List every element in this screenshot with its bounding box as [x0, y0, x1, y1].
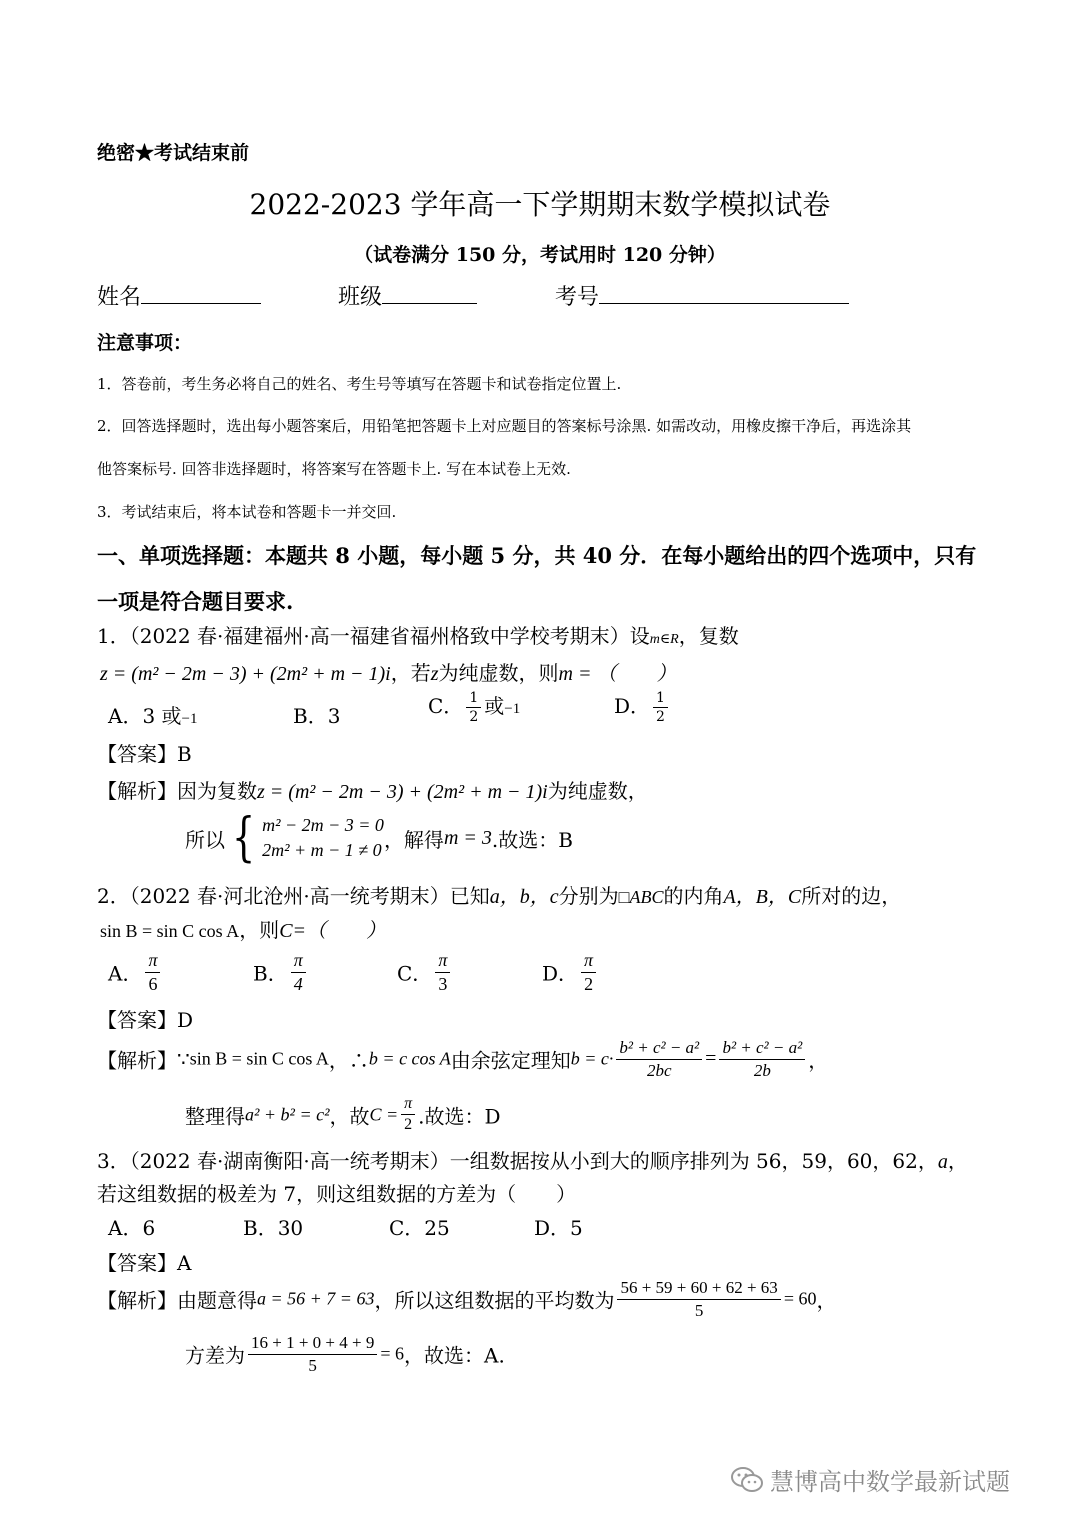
q1-stem-text: ，复数 — [678, 624, 739, 648]
option-label: C． — [397, 961, 433, 986]
therefore-symbol: ，∴ — [328, 1048, 369, 1073]
frac-den: 2bc — [646, 1060, 672, 1080]
q2-text: ，则 — [239, 918, 280, 942]
option-label: D． — [542, 961, 579, 986]
q3-analysis-line1 — [97, 1278, 836, 1320]
name-blank[interactable] — [141, 281, 261, 304]
analysis-text: ，所以这组数据的平均数为 — [374, 1288, 615, 1313]
analysis-text: 整理得 — [185, 1104, 245, 1129]
q2-equation: sin B = sin C cos A — [100, 921, 240, 941]
frac-num: 16 + 1 + 0 + 4 + 9 — [248, 1333, 377, 1355]
number-label: 考号 — [555, 285, 600, 310]
triangle-symbol: □ABC — [618, 887, 664, 907]
note-item: 3．考试结束后，将本试卷和答题卡一并交回. — [97, 503, 397, 521]
note-item: 1．答卷前，考生务必将自己的姓名、考生号等填写在答题卡和试卷指定位置上. — [97, 375, 622, 393]
q1-source: 1．（2022 春·福建福州·高一福建省福州格致中学校考期末）设 — [97, 624, 650, 648]
option-label: C． — [428, 694, 464, 719]
q2-vars: A，B，C — [723, 886, 802, 908]
q2-option-c[interactable] — [397, 950, 453, 994]
system-eq: 2m² + m − 1 ≠ 0 — [262, 840, 382, 860]
q2-vars: a，b，c — [489, 886, 559, 908]
frac-num: b² + c² − a² — [616, 1038, 702, 1060]
q1-var-z: z — [430, 663, 439, 685]
q2-analysis-line1 — [97, 1038, 828, 1080]
option-text: 或 — [484, 694, 505, 719]
q1-option-a[interactable] — [108, 700, 198, 729]
q2-text: 的内角 — [663, 884, 724, 908]
q1-stem-line2 — [100, 657, 676, 686]
number-field — [555, 280, 849, 311]
option-label: D． — [614, 694, 651, 719]
q2-option-a[interactable] — [108, 950, 163, 994]
notes-heading: 注意事项： — [97, 332, 193, 354]
frac-num: 1 — [653, 690, 668, 708]
q2-option-b[interactable] — [253, 950, 309, 994]
q3-stem-line1 — [97, 1145, 968, 1174]
q1-answer: 【答案】B — [97, 742, 192, 766]
q2-answer: 【答案】D — [97, 1008, 194, 1032]
q2-analysis-line2 — [185, 1095, 501, 1135]
class-label: 班级 — [338, 285, 383, 310]
analysis-math: = 60 — [783, 1288, 817, 1309]
frac-den: 6 — [148, 973, 158, 994]
frac-num: π — [291, 950, 306, 973]
q3-option-c[interactable]: C．25 — [389, 1216, 450, 1240]
q1-stem-text: 为纯虚数，则 — [438, 661, 559, 685]
analysis-text: 所以 — [185, 827, 225, 852]
watermark — [730, 1462, 1010, 1497]
page-title: 2022-2023 学年高一下学期期末数学模拟试卷 — [249, 188, 831, 221]
q2-text: 所对的边， — [801, 884, 902, 908]
frac-num: b² + c² − a² — [719, 1038, 805, 1060]
q1-option-d[interactable] — [614, 690, 671, 725]
q3-var-a: a — [937, 1151, 948, 1173]
name-field — [97, 280, 261, 311]
frac-num: 1 — [466, 690, 481, 708]
frac-den: 5 — [308, 1355, 317, 1375]
note-item: 2．回答选择题时，选出每小题答案后，用铅笔把答题卡上对应题目的答案标号涂黑. 如需改动，用橡皮擦干净后，再选涂其 — [97, 417, 912, 435]
q3-source: 3．（2022 春·湖南衡阳·高一统考期末）一组数据按从小到大的顺序排列为 56，59，60，62， — [97, 1149, 938, 1173]
frac-den: 2 — [584, 973, 594, 994]
analysis-math: = 6 — [380, 1343, 405, 1364]
analysis-text: .故选：B — [491, 827, 573, 852]
analysis-math: a = 56 + 7 = 63 — [257, 1288, 375, 1309]
left-brace-icon: { — [231, 808, 256, 868]
analysis-math: b = c cos A — [368, 1048, 451, 1069]
analysis-text: 因为复数 — [177, 779, 257, 803]
analysis-text: .故选：D — [418, 1104, 501, 1129]
frac-num: π — [435, 950, 450, 973]
q3-text: ， — [947, 1149, 968, 1173]
q2-stem-line1 — [97, 880, 901, 909]
frac-num: 56 + 59 + 60 + 62 + 63 — [617, 1278, 780, 1300]
analysis-text: 由余弦定理知 — [450, 1048, 571, 1073]
q1-analysis-line2 — [185, 808, 573, 868]
secret-label: 绝密★考试结束前 — [97, 142, 250, 164]
q1-condition: m∈R — [649, 632, 679, 647]
frac-den: 3 — [438, 973, 448, 994]
q3-option-d[interactable]: D．5 — [534, 1216, 583, 1240]
frac-den: 5 — [694, 1300, 704, 1320]
note-item: 他答案标号. 回答非选择题时，将答案写在答题卡上. 写在本试卷上无效. — [97, 460, 571, 478]
equation-system — [185, 808, 573, 868]
analysis-math: b = c· — [570, 1048, 614, 1069]
q1-analysis-line1 — [97, 775, 648, 804]
analysis-text: ， — [816, 1288, 837, 1313]
analysis-text: ，解得 — [383, 827, 444, 852]
page-subtitle: （试卷满分 150 分，考试用时 120 分钟） — [354, 244, 726, 266]
number-blank[interactable] — [599, 281, 849, 304]
q1-option-b[interactable]: B．3 — [293, 704, 341, 728]
q3-answer: 【答案】A — [97, 1251, 192, 1275]
class-field — [338, 280, 477, 311]
analysis-text: 方差为 — [185, 1343, 245, 1368]
q2-text: 分别为 — [558, 884, 619, 908]
analysis-math: m = 3 — [443, 826, 492, 849]
q1-stem-text: ，若 — [390, 661, 431, 685]
analysis-label: 【解析】 — [97, 1048, 177, 1073]
option-value: −1 — [504, 701, 521, 718]
analysis-text: ，故 — [329, 1104, 370, 1129]
q2-stem-line2 — [100, 914, 386, 943]
equals-sign: = — [705, 1047, 717, 1070]
option-label: B． — [253, 961, 288, 986]
q2-ask: C=（ ） — [279, 920, 387, 942]
analysis-text: ， — [808, 1048, 829, 1073]
q3-analysis-line2 — [185, 1333, 505, 1375]
q3-stem-line2: 若这组数据的极差为 7，则这组数据的方差为（ ） — [97, 1182, 577, 1206]
analysis-label: 【解析】 — [97, 1288, 177, 1313]
q1-ask: m = （ ） — [558, 663, 677, 685]
q3-option-a[interactable]: A．6 — [108, 1216, 156, 1240]
frac-num: π — [401, 1095, 415, 1115]
wechat-icon — [730, 1465, 764, 1495]
option-label: A．3 或 — [108, 704, 182, 728]
option-label: A． — [108, 961, 143, 986]
analysis-text: ，故选：A. — [404, 1343, 505, 1368]
system-eq: m² − 2m − 3 = 0 — [262, 814, 384, 835]
frac-den: 4 — [293, 973, 303, 994]
analysis-math: C = — [369, 1104, 399, 1125]
frac-den: 2 — [404, 1116, 413, 1134]
q1-option-c[interactable] — [428, 690, 520, 725]
frac-num: π — [581, 950, 596, 973]
frac-den: 2 — [656, 709, 665, 726]
q1-expression: z = (m² − 2m − 3) + (2m² + m − 1)i — [100, 663, 391, 685]
section-heading-line1: 一、单项选择题：本题共 8 小题，每小题 5 分，共 40 分．在每小题给出的四个选项中，只有 — [97, 543, 977, 568]
section-heading-line2: 一项是符合题目要求. — [97, 589, 294, 614]
q1-expression: z = (m² − 2m − 3) + (2m² + m − 1)i — [257, 781, 548, 803]
q2-option-d[interactable] — [542, 950, 599, 994]
because-symbol: ∵ — [177, 1047, 190, 1072]
analysis-label: 【解析】 — [97, 779, 177, 803]
q2-source: 2．（2022 春·河北沧州·高一统考期末）已知 — [97, 884, 490, 908]
name-label: 姓名 — [97, 285, 142, 310]
frac-den: 2 — [469, 709, 479, 726]
frac-den: 2b — [753, 1060, 771, 1080]
analysis-math: a² + b² = c² — [245, 1104, 330, 1125]
analysis-text: 为纯虚数， — [547, 779, 648, 803]
q3-option-b[interactable]: B．30 — [243, 1216, 304, 1240]
watermark-text: 慧博高中数学最新试题 — [770, 1468, 1010, 1496]
class-blank[interactable] — [382, 281, 477, 304]
q1-stem-line1 — [97, 620, 739, 649]
option-value: −1 — [181, 711, 198, 727]
analysis-math: sin B = sin C cos A — [189, 1048, 329, 1069]
frac-num: π — [145, 950, 160, 973]
analysis-text: 由题意得 — [177, 1288, 257, 1313]
